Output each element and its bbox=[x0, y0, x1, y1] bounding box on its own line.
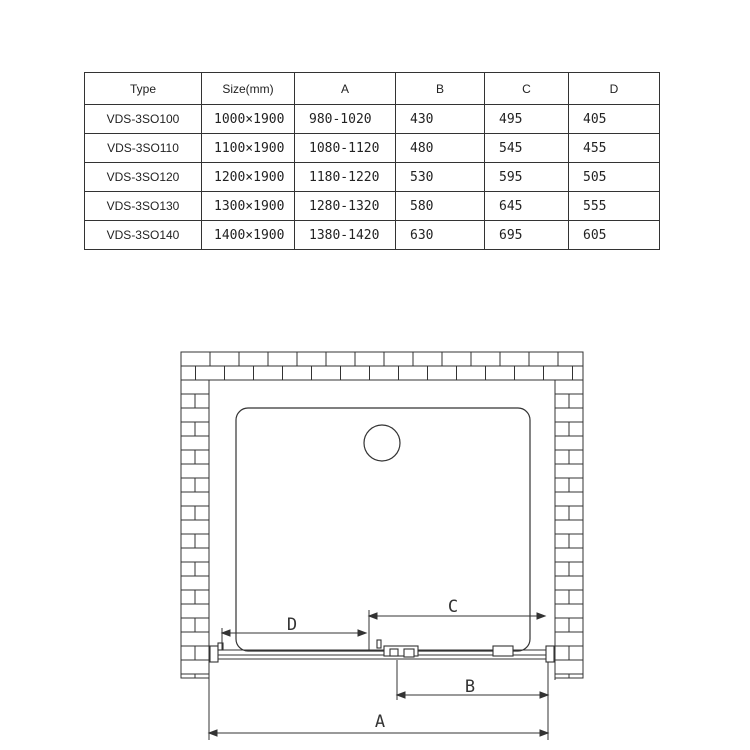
brick bbox=[181, 422, 195, 436]
brick bbox=[196, 366, 225, 380]
brick bbox=[181, 660, 209, 674]
arrow-c-right bbox=[537, 613, 545, 619]
cell-a: 1180-1220 bbox=[295, 163, 396, 192]
brick bbox=[569, 506, 583, 520]
brick bbox=[341, 366, 370, 380]
brick bbox=[555, 464, 583, 478]
cell-d: 505 bbox=[569, 163, 660, 192]
brick bbox=[555, 394, 569, 408]
brick bbox=[413, 352, 442, 366]
cell-d: 455 bbox=[569, 134, 660, 163]
brick bbox=[569, 590, 583, 604]
cell-size: 1300×1900 bbox=[202, 192, 295, 221]
arrow-b-left bbox=[397, 692, 405, 698]
brick bbox=[181, 604, 209, 618]
brick bbox=[181, 436, 209, 450]
brick bbox=[312, 366, 341, 380]
cell-a: 1080-1120 bbox=[295, 134, 396, 163]
cell-b: 580 bbox=[396, 192, 485, 221]
brick bbox=[569, 646, 583, 660]
brick bbox=[181, 548, 209, 562]
brick bbox=[555, 520, 583, 534]
brick bbox=[370, 366, 399, 380]
cell-d: 555 bbox=[569, 192, 660, 221]
brick bbox=[457, 366, 486, 380]
cell-a: 980-1020 bbox=[295, 105, 396, 134]
cell-size: 1200×1900 bbox=[202, 163, 295, 192]
brick bbox=[181, 534, 195, 548]
cell-type: VDS-3SO120 bbox=[85, 163, 202, 192]
brick bbox=[181, 394, 195, 408]
brick bbox=[181, 506, 195, 520]
brick bbox=[283, 366, 312, 380]
brick bbox=[181, 618, 195, 632]
cell-type: VDS-3SO140 bbox=[85, 221, 202, 250]
brick bbox=[225, 366, 254, 380]
brick bbox=[555, 618, 569, 632]
roller-mid-2 bbox=[404, 649, 414, 657]
brick bbox=[195, 590, 209, 604]
brick bbox=[239, 352, 268, 366]
brick bbox=[555, 632, 583, 646]
wall-profile-right bbox=[546, 646, 554, 662]
brick bbox=[384, 352, 413, 366]
label-d: D bbox=[286, 615, 298, 635]
brick bbox=[555, 534, 569, 548]
brick bbox=[555, 562, 569, 576]
brick bbox=[268, 352, 297, 366]
arrow-d-right bbox=[358, 630, 366, 636]
brick bbox=[555, 408, 583, 422]
brick bbox=[555, 450, 569, 464]
cell-size: 1000×1900 bbox=[202, 105, 295, 134]
brick bbox=[195, 422, 209, 436]
drain-circle bbox=[364, 425, 400, 461]
brick bbox=[569, 534, 583, 548]
roller-right bbox=[493, 646, 513, 656]
cell-b: 480 bbox=[396, 134, 485, 163]
brick bbox=[558, 352, 583, 366]
brick bbox=[555, 380, 583, 394]
brick bbox=[181, 576, 209, 590]
brick bbox=[569, 394, 583, 408]
brick bbox=[181, 674, 195, 678]
brick bbox=[515, 366, 544, 380]
brick bbox=[555, 422, 569, 436]
header-size: Size(mm) bbox=[202, 73, 295, 105]
brick bbox=[555, 604, 583, 618]
cell-d: 405 bbox=[569, 105, 660, 134]
arrow-a-right bbox=[540, 730, 548, 736]
brick bbox=[569, 562, 583, 576]
arrow-c-left bbox=[369, 613, 377, 619]
brick bbox=[555, 478, 569, 492]
brick bbox=[573, 366, 584, 380]
brick bbox=[529, 352, 558, 366]
arrow-d-left bbox=[222, 630, 230, 636]
cell-type: VDS-3SO110 bbox=[85, 134, 202, 163]
wall-profile-left bbox=[210, 646, 218, 662]
brick bbox=[555, 576, 583, 590]
cell-c: 495 bbox=[485, 105, 569, 134]
brick bbox=[181, 590, 195, 604]
brick bbox=[181, 492, 209, 506]
brick bbox=[471, 352, 500, 366]
brick bbox=[555, 674, 569, 678]
header-a: A bbox=[295, 73, 396, 105]
arrow-a-left bbox=[209, 730, 217, 736]
cell-c: 545 bbox=[485, 134, 569, 163]
cell-c: 645 bbox=[485, 192, 569, 221]
brick bbox=[195, 478, 209, 492]
shower-interior bbox=[236, 408, 530, 651]
cell-b: 530 bbox=[396, 163, 485, 192]
brick bbox=[555, 506, 569, 520]
cell-size: 1100×1900 bbox=[202, 134, 295, 163]
brick bbox=[442, 352, 471, 366]
brick bbox=[181, 366, 196, 380]
brick-wall bbox=[181, 352, 583, 680]
brick bbox=[181, 408, 209, 422]
cell-type: VDS-3SO100 bbox=[85, 105, 202, 134]
header-d: D bbox=[569, 73, 660, 105]
cell-c: 695 bbox=[485, 221, 569, 250]
brick bbox=[254, 366, 283, 380]
cell-b: 630 bbox=[396, 221, 485, 250]
brick bbox=[569, 422, 583, 436]
brick bbox=[326, 352, 355, 366]
brick bbox=[555, 548, 583, 562]
brick bbox=[195, 618, 209, 632]
brick bbox=[195, 394, 209, 408]
brick bbox=[355, 352, 384, 366]
brick bbox=[569, 674, 583, 678]
label-c: C bbox=[447, 597, 459, 617]
brick bbox=[486, 366, 515, 380]
cell-size: 1400×1900 bbox=[202, 221, 295, 250]
header-c: C bbox=[485, 73, 569, 105]
brick bbox=[195, 674, 209, 678]
roller-mid bbox=[390, 649, 398, 656]
brick bbox=[569, 450, 583, 464]
brick bbox=[555, 660, 583, 674]
brick bbox=[555, 436, 583, 450]
brick bbox=[181, 646, 195, 660]
cell-type: VDS-3SO130 bbox=[85, 192, 202, 221]
brick bbox=[569, 478, 583, 492]
brick bbox=[297, 352, 326, 366]
brick bbox=[181, 450, 195, 464]
brick bbox=[555, 590, 569, 604]
cell-c: 595 bbox=[485, 163, 569, 192]
brick bbox=[181, 632, 209, 646]
cell-d: 605 bbox=[569, 221, 660, 250]
brick bbox=[544, 366, 573, 380]
brick bbox=[555, 492, 583, 506]
label-a: A bbox=[374, 712, 386, 732]
cell-b: 430 bbox=[396, 105, 485, 134]
brick bbox=[181, 464, 209, 478]
brick bbox=[210, 352, 239, 366]
header-b: B bbox=[396, 73, 485, 105]
brick bbox=[428, 366, 457, 380]
door-stopper bbox=[377, 640, 381, 648]
label-b: B bbox=[464, 677, 476, 697]
brick bbox=[195, 534, 209, 548]
brick bbox=[181, 380, 209, 394]
shower-tray bbox=[236, 408, 530, 651]
brick bbox=[195, 646, 209, 660]
cell-a: 1280-1320 bbox=[295, 192, 396, 221]
brick bbox=[399, 366, 428, 380]
brick bbox=[181, 520, 209, 534]
brick bbox=[181, 478, 195, 492]
brick bbox=[569, 618, 583, 632]
header-type: Type bbox=[85, 73, 202, 105]
cell-a: 1380-1420 bbox=[295, 221, 396, 250]
arrow-b-right bbox=[540, 692, 548, 698]
brick bbox=[195, 450, 209, 464]
brick bbox=[181, 352, 210, 366]
brick bbox=[195, 562, 209, 576]
brick bbox=[500, 352, 529, 366]
brick bbox=[195, 506, 209, 520]
brick bbox=[555, 646, 569, 660]
brick bbox=[181, 562, 195, 576]
